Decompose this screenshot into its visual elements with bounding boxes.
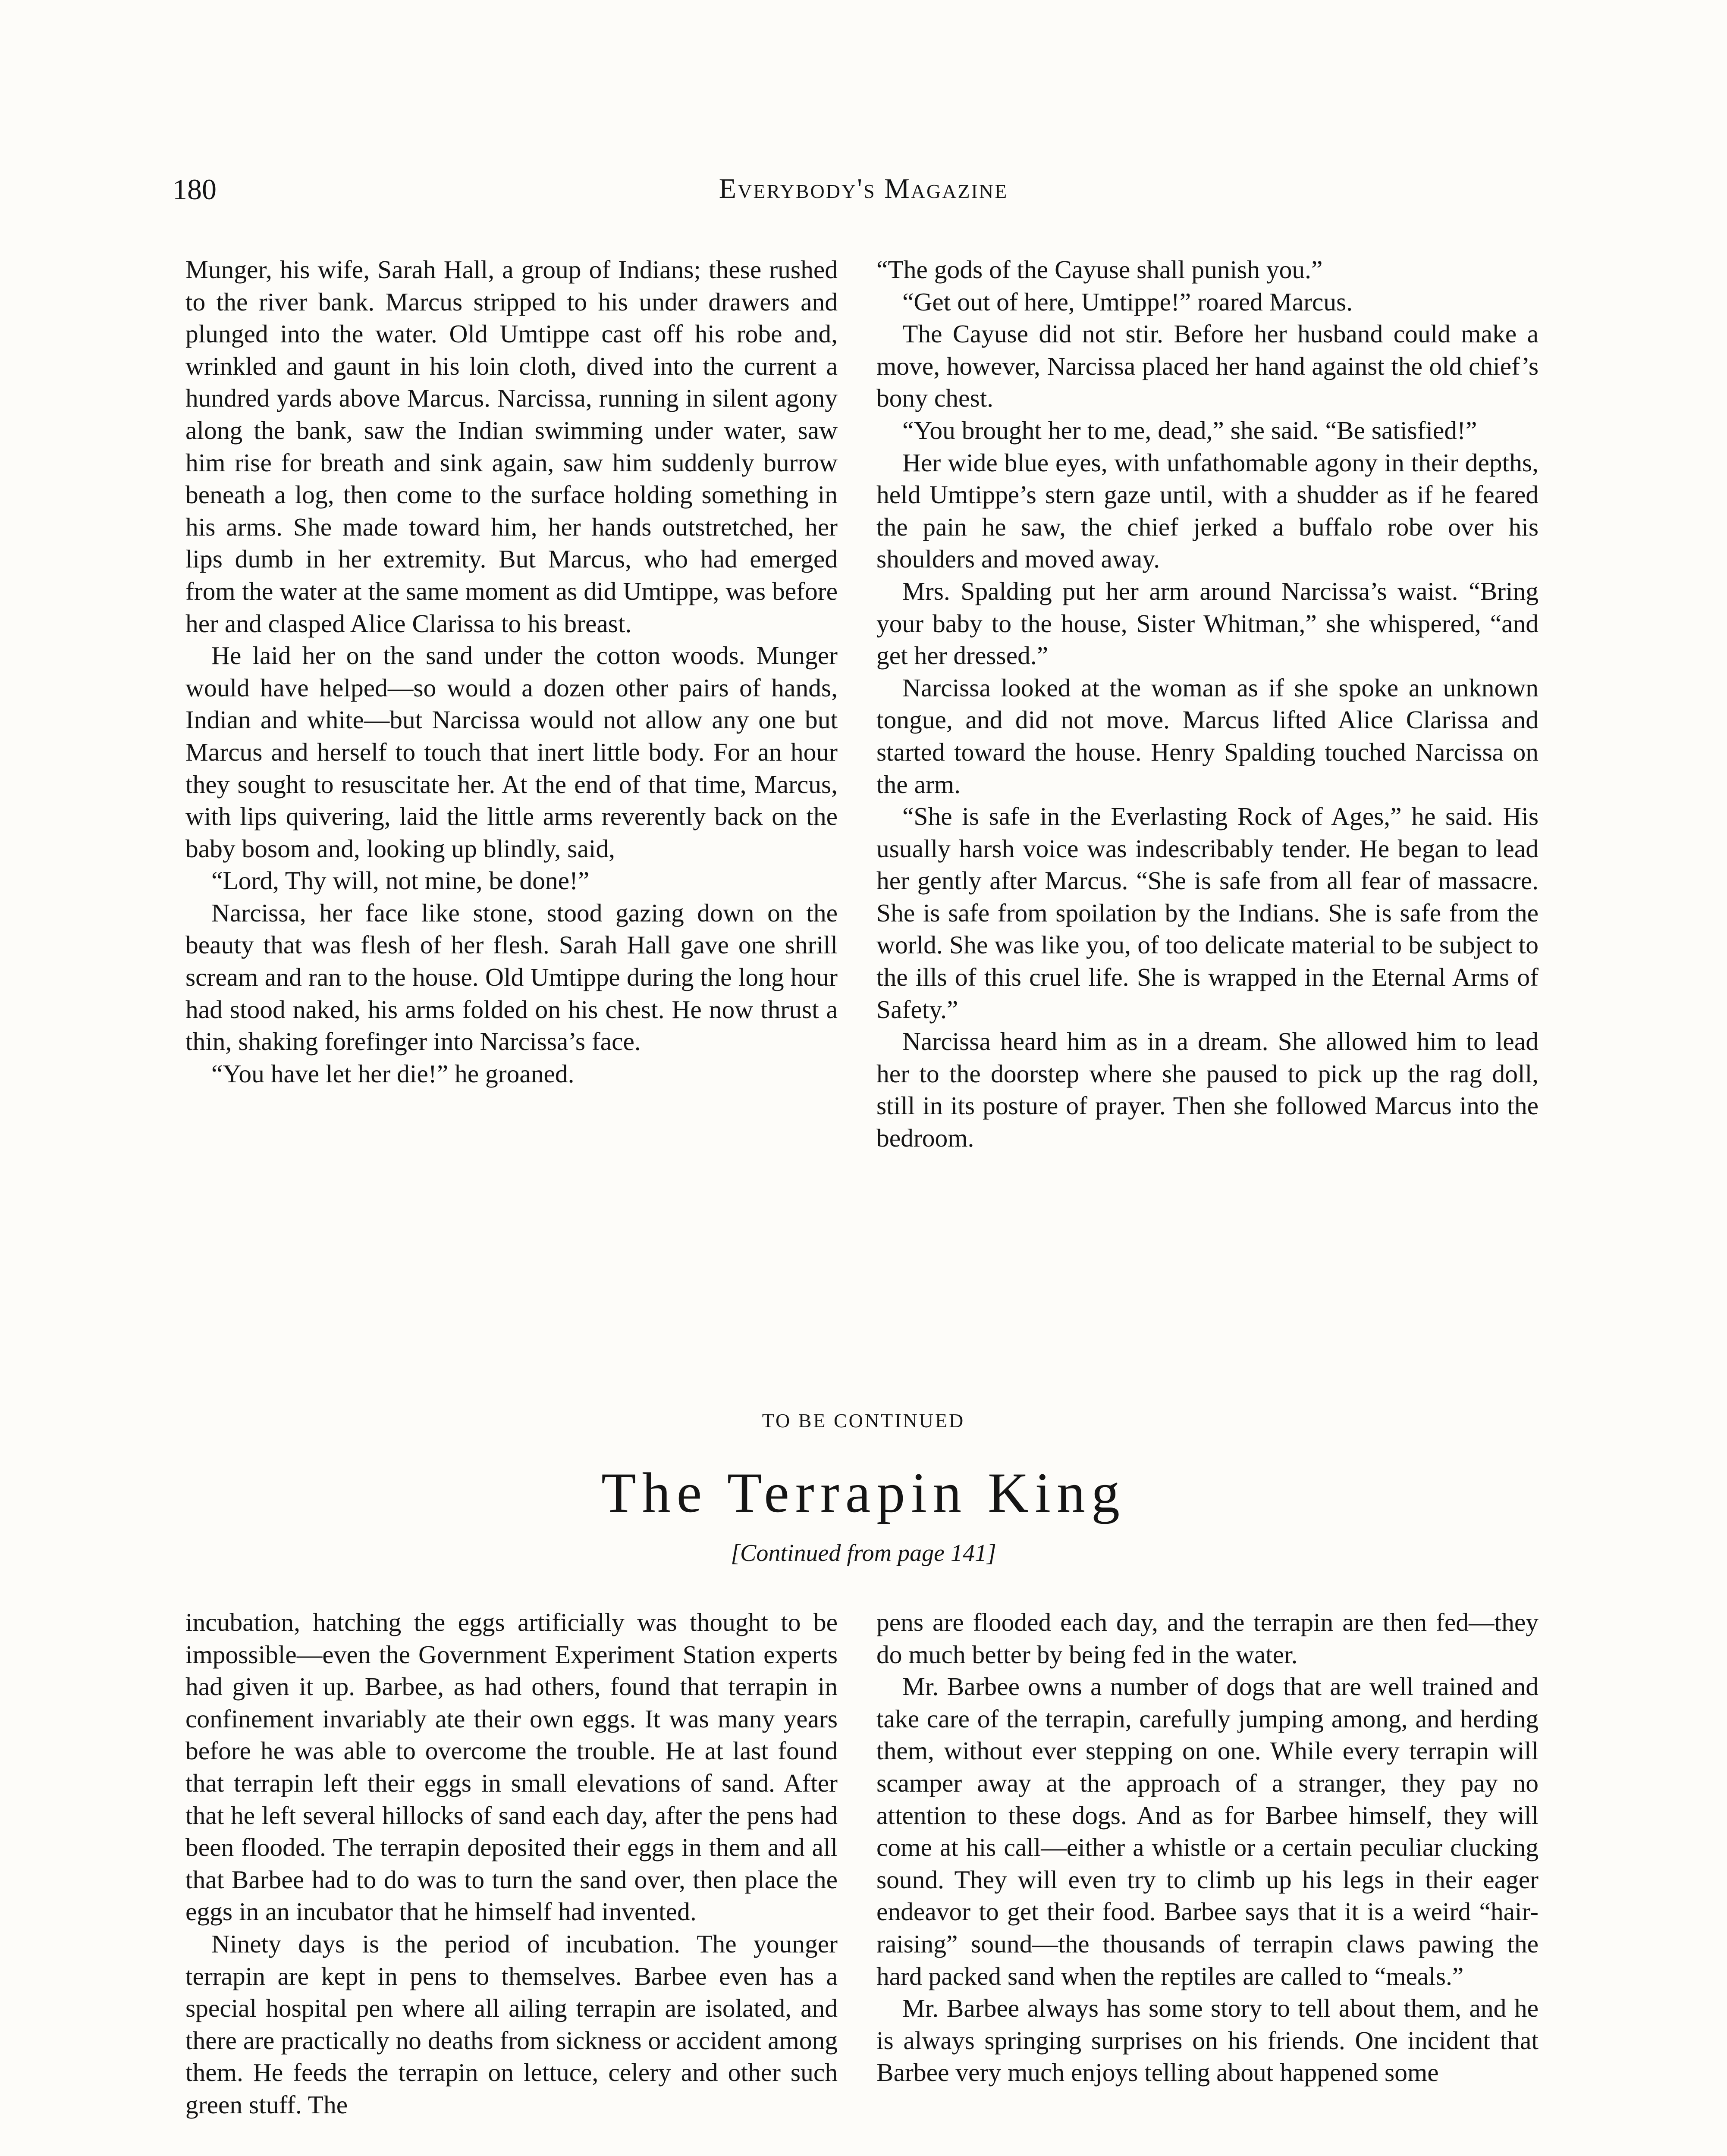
- running-head: Everybody's Magazine: [719, 173, 1008, 204]
- paragraph: “The gods of the Cayuse shall punish you.”: [876, 255, 1323, 284]
- paragraph: “Get out of here, Umtippe!” roared Marcus.: [902, 287, 1353, 316]
- paragraph: “You brought her to me, dead,” she said. “Be satisfied!”: [902, 416, 1477, 445]
- paragraph: He laid her on the sand under the cotton woods. Munger would have helped—so would a dozen other pairs of hands, Indian and white—but Narcissa would not allow any one but Marcus and herself to touch that inert little body. For an hour they sought to resuscitate her. At the end of that time, Marcus, with lips quivering, laid the little arms reverently back on the baby bosom and, looking up blindly, said,: [185, 641, 838, 863]
- story-left-column: [185, 254, 838, 1090]
- page-header: [0, 172, 1727, 211]
- paragraph: “You have let her die!” he groaned.: [211, 1059, 575, 1088]
- paragraph: Mr. Barbee always has some story to tell about them, and he is always springing surprises on his friends. One incident that Barbee very much enjoys telling about happened some: [876, 1994, 1539, 2087]
- paragraph: Munger, his wife, Sarah Hall, a group of Indians; these rushed to the river bank. Marcus stripped to his under drawers and plunged into the water. Old Umtippe cast off his robe and, wrinkled and gaunt in his loin cloth, dived into the current a hundred yards above Marcus. Narcissa, running in silent agony along the bank, saw the Indian swimming under water, saw him rise for breath and sink again, saw him suddenly burrow beneath a log, then come to the surface holding something in his arms. She made toward him, her hands outstretched, her lips dumb in her extremity. But Marcus, who had emerged from the water at the same moment as did Umtippe, was before her and clasped Alice Clarissa to his breast.: [185, 255, 838, 638]
- article-title: The Terrapin King: [601, 1461, 1126, 1524]
- to-be-continued: TO BE CONTINUED: [762, 1410, 965, 1432]
- article-left-column: [185, 1606, 838, 2121]
- paragraph: Mrs. Spalding put her arm around Narcissa’s waist. “Bring your baby to the house, Sister Whitman,” she whispered, “and get her dressed.”: [876, 577, 1539, 670]
- paragraph: Narcissa heard him as in a dream. She allowed him to lead her to the doorstep where she paused to pick up the rag doll, still in its posture of prayer. Then she followed Marcus into the bedroom.: [876, 1027, 1539, 1153]
- paragraph: Ninety days is the period of incubation. The younger terrapin are kept in pens to themselves. Barbee even has a special hospital pen where all ailing terrapin are isolated, and there are practically no deaths from sickness or accident among them. He feeds the terrapin on lettuce, celery and other such green stuff. The: [185, 1929, 838, 2119]
- paragraph: The Cayuse did not stir. Before her husband could make a move, however, Narcissa placed her hand against the old chief’s bony chest.: [876, 320, 1539, 413]
- continued-from-note: [Continued from page 141]: [731, 1540, 996, 1567]
- article-right-column: [876, 1606, 1539, 2089]
- paragraph: Her wide blue eyes, with unfathomable agony in their depths, held Umtippe’s stern gaze until, with a shudder as if he feared the pain he saw, the chief jerked a buffalo robe over his shoulders and moved away.: [876, 448, 1539, 573]
- paragraph: “She is safe in the Everlasting Rock of Ages,” he said. His usually harsh voice was indescribably tender. He began to lead her gently after Marcus. “She is safe from all fear of massacre. She is safe from spoilation by the Indians. She is safe from the world. She was like you, of too delicate material to be subject to the ills of this cruel life. She is wrapped in the Eternal Arms of Safety.”: [876, 802, 1539, 1024]
- paragraph: Narcissa, her face like stone, stood gazing down on the beauty that was flesh of her flesh. Sarah Hall gave one shrill scream and ran to the house. Old Umtippe during the long hour had stood naked, his arms folded on his chest. He now thrust a thin, shaking forefinger into Narcissa’s face.: [185, 898, 838, 1056]
- paragraph: pens are flooded each day, and the terrapin are then fed—they do much better by being fed in the water.: [876, 1608, 1539, 1669]
- story-right-column: [876, 254, 1539, 1154]
- paragraph: Mr. Barbee owns a number of dogs that are well trained and take care of the terrapin, carefully jumping among, and herding them, without ever stepping on one. While every terrapin will scamper away at the approach of a stranger, they pay no attention to these dogs. And as for Barbee himself, they will come at his call—either a whistle or a certain peculiar clucking sound. They will even try to climb up his legs in their eager endeavor to get their food. Barbee says that it is a weird “hair-raising” sound—the thousands of terrapin claws pawing the hard packed sand when the reptiles are called to “meals.”: [876, 1672, 1539, 1990]
- paragraph: “Lord, Thy will, not mine, be done!”: [211, 866, 590, 895]
- page-number: 180: [173, 173, 217, 206]
- paragraph: Narcissa looked at the woman as if she spoke an unknown tongue, and did not move. Marcus lifted Alice Clarissa and started toward the house. Henry Spalding touched Narcissa on the arm.: [876, 673, 1539, 799]
- paragraph: incubation, hatching the eggs artificially was thought to be impossible—even the Government Experiment Station experts had given it up. Barbee, as had others, found that terrapin in confinement invariably ate their own eggs. It was many years before he was able to overcome the trouble. He at last found that terrapin left their eggs in small elevations of sand. After that he left several hillocks of sand each day, after the pens had been flooded. The terrapin deposited their eggs in them and all that Barbee had to do was to turn the sand over, then place the eggs in an incubator that he himself had invented.: [185, 1608, 838, 1926]
